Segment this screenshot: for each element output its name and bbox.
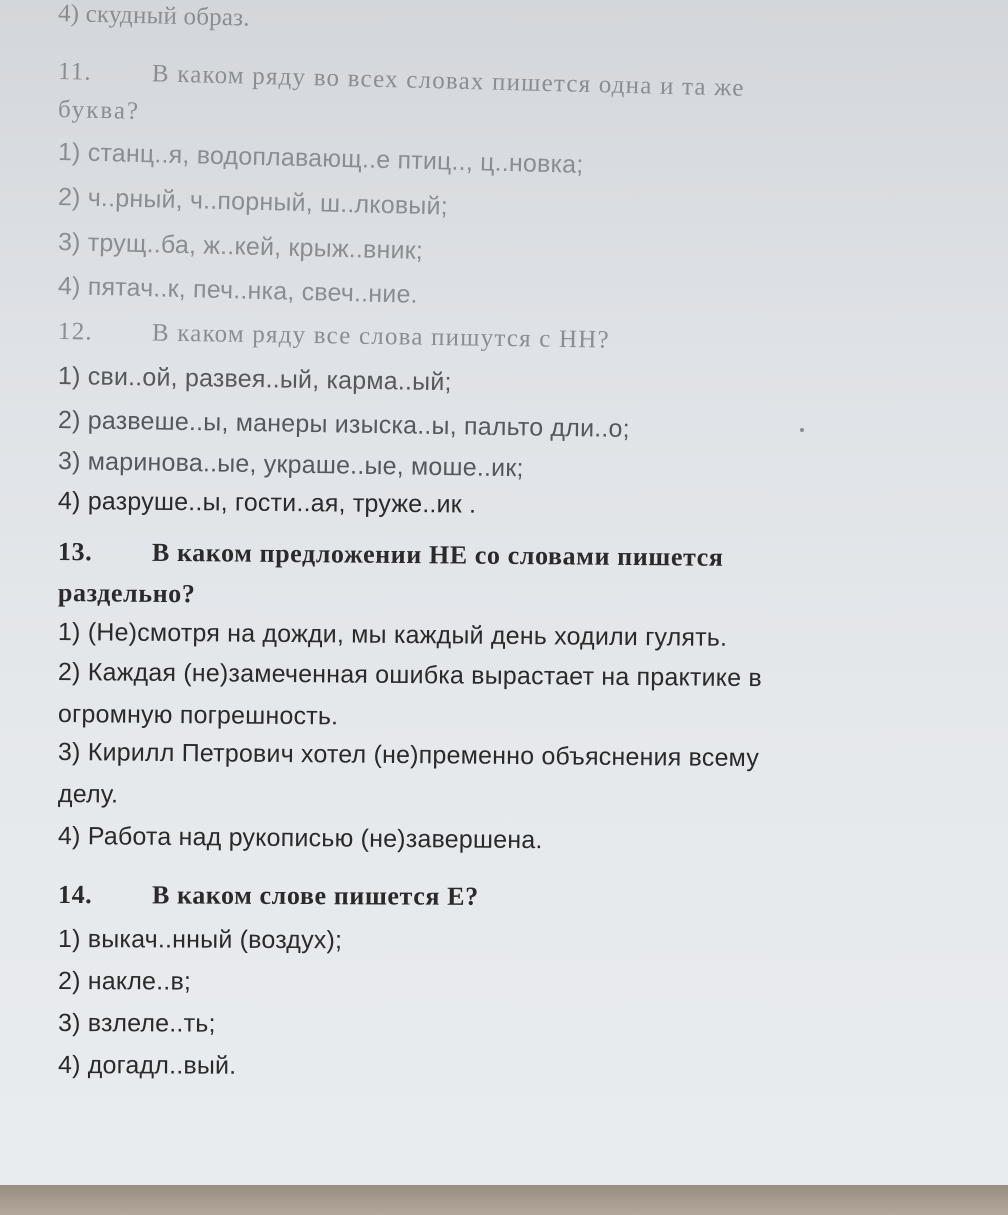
question-14-heading: [58, 880, 479, 912]
question-13-option-3-continued: делу.: [57, 780, 119, 809]
question-14-option-3: 3) взлеле..ть;: [57, 1009, 216, 1038]
question-14-option-4: 4) догадл..вый.: [57, 1051, 237, 1080]
question-13-number: 13.: [57, 537, 93, 567]
question-13-option-3: 3) Кирилл Петрович хотел (не)пременно объяснения всему: [57, 738, 760, 773]
question-13-text-continued: раздельно?: [57, 578, 196, 609]
question-12-option-2: 2) развеше..ы, манеры изыска..ы, пальто дли..о;: [57, 406, 631, 443]
question-14-option-1: 1) выкач..нный (воздух);: [57, 925, 343, 955]
question-11-text: В каком ряду во всех словах пишется одна и та же: [151, 60, 745, 102]
question-13-option-2: 2) Каждая (не)замеченная ошибка вырастает на практике в: [57, 658, 763, 693]
question-14-text: В каком слове пишется Е?: [151, 880, 479, 911]
question-11-option-1: 1) станц..я, водоплавающ..е птиц.., ц..новка;: [57, 138, 584, 179]
question-13-text: В каком предложении НЕ со словами пишется: [151, 537, 724, 572]
question-13-heading: [58, 537, 724, 573]
desk-surface: [0, 1185, 1008, 1215]
question-12-option-4: 4) разруше..ы, гости..ая, труже..ик .: [57, 487, 477, 519]
question-13-option-1: 1) (Не)смотря на дожди, мы каждый день ходили гулять.: [57, 618, 728, 652]
question-12-option-1: 1) сви..ой, развея..ый, карма..ый;: [57, 362, 452, 397]
question-11-number: 11.: [57, 58, 93, 86]
question-12-option-3: 3) маринова..ые, украше..ые, моше..ик;: [57, 447, 524, 483]
question-12-number: 12.: [57, 318, 94, 346]
question-11-option-2: 2) ч..рный, ч..порный, ш..лковый;: [57, 183, 449, 221]
question-11-option-3: 3) трущ..ба, ж..кей, крыж..вник;: [57, 228, 424, 265]
prev-question-option-4: 4) скудный образ.: [57, 0, 251, 32]
speck-mark: [800, 428, 804, 432]
question-11-text-continued: буква?: [57, 96, 141, 126]
question-12-heading: [58, 318, 610, 355]
question-12-text: В каком ряду все слова пишутся с НН?: [151, 319, 611, 354]
question-11-option-4: 4) пятач..к, печ..нка, свеч..ние.: [57, 272, 419, 309]
question-13-option-4: 4) Работа над рукописью (не)завершена.: [57, 822, 543, 855]
question-11-heading: [58, 58, 745, 103]
question-14-option-2: 2) накле..в;: [57, 967, 192, 996]
question-14-number: 14.: [57, 880, 93, 910]
question-13-option-2-continued: огромную погрешность.: [57, 700, 339, 731]
